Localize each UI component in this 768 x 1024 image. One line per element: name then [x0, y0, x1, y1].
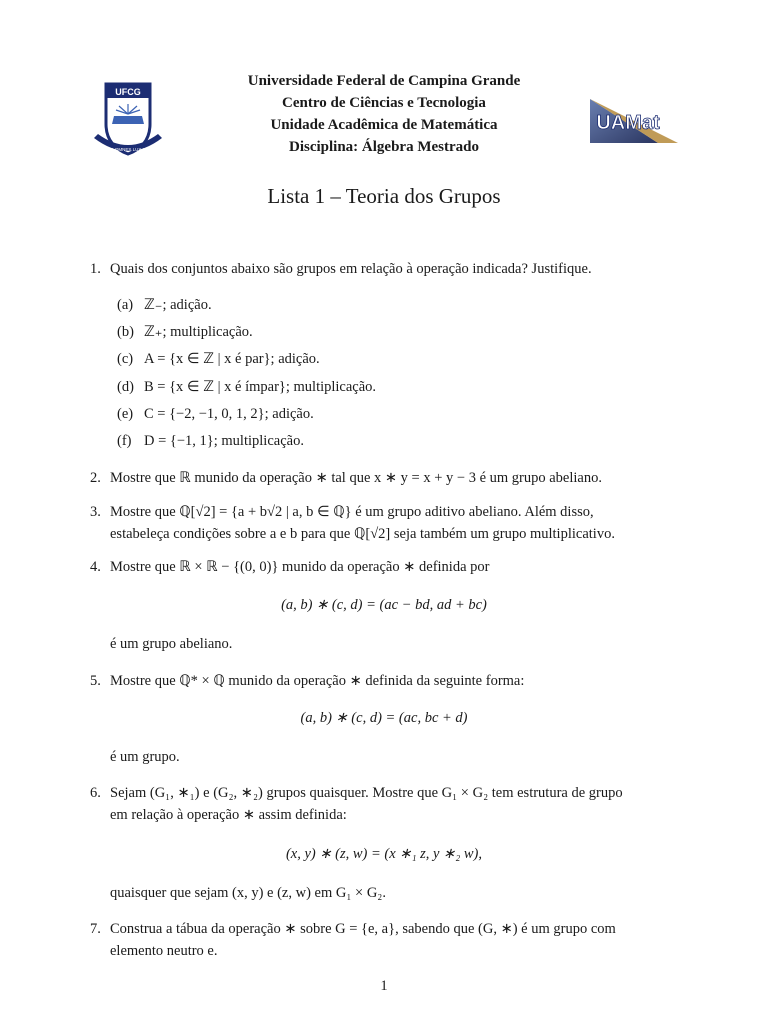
equation-q4: (a, b) ∗ (c, d) = (ac − bd, ad + bc) — [281, 597, 487, 613]
ufcg-logo-text: UFCG — [115, 87, 141, 97]
institution-header — [200, 70, 568, 158]
item-text: ℤ₊; multiplicação. — [144, 324, 253, 340]
question-6-conclusion: quaisquer que sejam (x, y) e (z, w) em G₁ × G₂. — [110, 885, 386, 901]
question-text-line1: Mostre que ℚ[√2] = {a + b√2 | a, b ∈ ℚ} é um grupo aditivo abeliano. Além disso, — [110, 504, 594, 520]
list-item — [117, 321, 253, 343]
question-4-conclusion: é um grupo abeliano. — [110, 636, 233, 652]
list-item — [117, 430, 304, 452]
question-number: 6. — [90, 785, 101, 801]
question-5-conclusion: é um grupo. — [110, 749, 180, 765]
item-label: (c) — [117, 351, 134, 367]
equation-q5: (a, b) ∗ (c, d) = (ac, bc + d) — [300, 710, 468, 726]
question-number: 4. — [90, 559, 101, 575]
equation-q6: (x, y) ∗ (z, w) = (x ∗₁ z, y ∗₂ w), — [285, 846, 483, 862]
list-item — [117, 348, 320, 370]
list-item — [117, 403, 314, 425]
question-text-line2: em relação à operação ∗ assim definida: — [110, 807, 347, 823]
item-label: (d) — [117, 379, 134, 395]
header-unit: Unidade Acadêmica de Matemática — [270, 117, 498, 133]
item-text: B = {x ∈ ℤ | x é ímpar}; multiplicação. — [144, 379, 377, 395]
header-discipline: Disciplina: Álgebra Mestrado — [289, 139, 479, 155]
header-university: Universidade Federal de Campina Grande — [247, 73, 521, 89]
question-text: Mostre que ℝ × ℝ − {(0, 0)} munido da operação ∗ definida por — [110, 559, 490, 575]
list-item — [117, 294, 212, 316]
question-number: 3. — [90, 504, 101, 520]
ufcg-logo — [72, 80, 184, 160]
item-text: D = {−1, 1}; multiplicação. — [144, 433, 304, 449]
question-text-line2: elemento neutro e. — [110, 943, 218, 959]
item-label: (a) — [117, 297, 134, 313]
page-number: 1 — [380, 978, 388, 994]
question-number: 2. — [90, 470, 101, 486]
item-text: C = {−2, −1, 0, 1, 2}; adição. — [144, 406, 314, 422]
item-label: (b) — [117, 324, 134, 340]
item-text: A = {x ∈ ℤ | x é par}; adição. — [144, 351, 320, 367]
question-text-line1: Sejam (G₁, ∗₁) e (G₂, ∗₂) grupos quaisquer. Mostre que G₁ × G₂ tem estrutura de grupo — [110, 785, 623, 801]
item-label: (f) — [117, 433, 132, 449]
item-text: ℤ₋; adição. — [144, 297, 212, 313]
question-number: 1. — [90, 261, 101, 277]
item-label: (e) — [117, 406, 134, 422]
uamat-logo — [588, 95, 680, 147]
question-text: Mostre que ℝ munido da operação ∗ tal que x ∗ y = x + y − 3 é um grupo abeliano. — [110, 470, 602, 486]
question-number: 5. — [90, 673, 101, 689]
question-text-line1: Construa a tábua da operação ∗ sobre G = {e, a}, sabendo que (G, ∗) é um grupo com — [110, 921, 616, 937]
list-item — [117, 376, 376, 398]
page-title: Lista 1 – Teoria dos Grupos — [267, 184, 501, 208]
question-text: Quais dos conjuntos abaixo são grupos em relação à operação indicada? Justifique. — [110, 261, 592, 277]
question-text: Mostre que ℚ* × ℚ munido da operação ∗ definida da seguinte forma: — [110, 673, 525, 689]
question-text-line2: estabeleça condições sobre a e b para que ℚ[√2] seja também um grupo multiplicativo. — [110, 526, 615, 542]
uamat-logo-text: UAMat — [596, 112, 660, 134]
question-number: 7. — [90, 921, 101, 937]
header-center: Centro de Ciências e Tecnologia — [282, 95, 486, 111]
ufcg-logo-motto: SUPRA OMNES LUX LUCES — [98, 147, 158, 152]
